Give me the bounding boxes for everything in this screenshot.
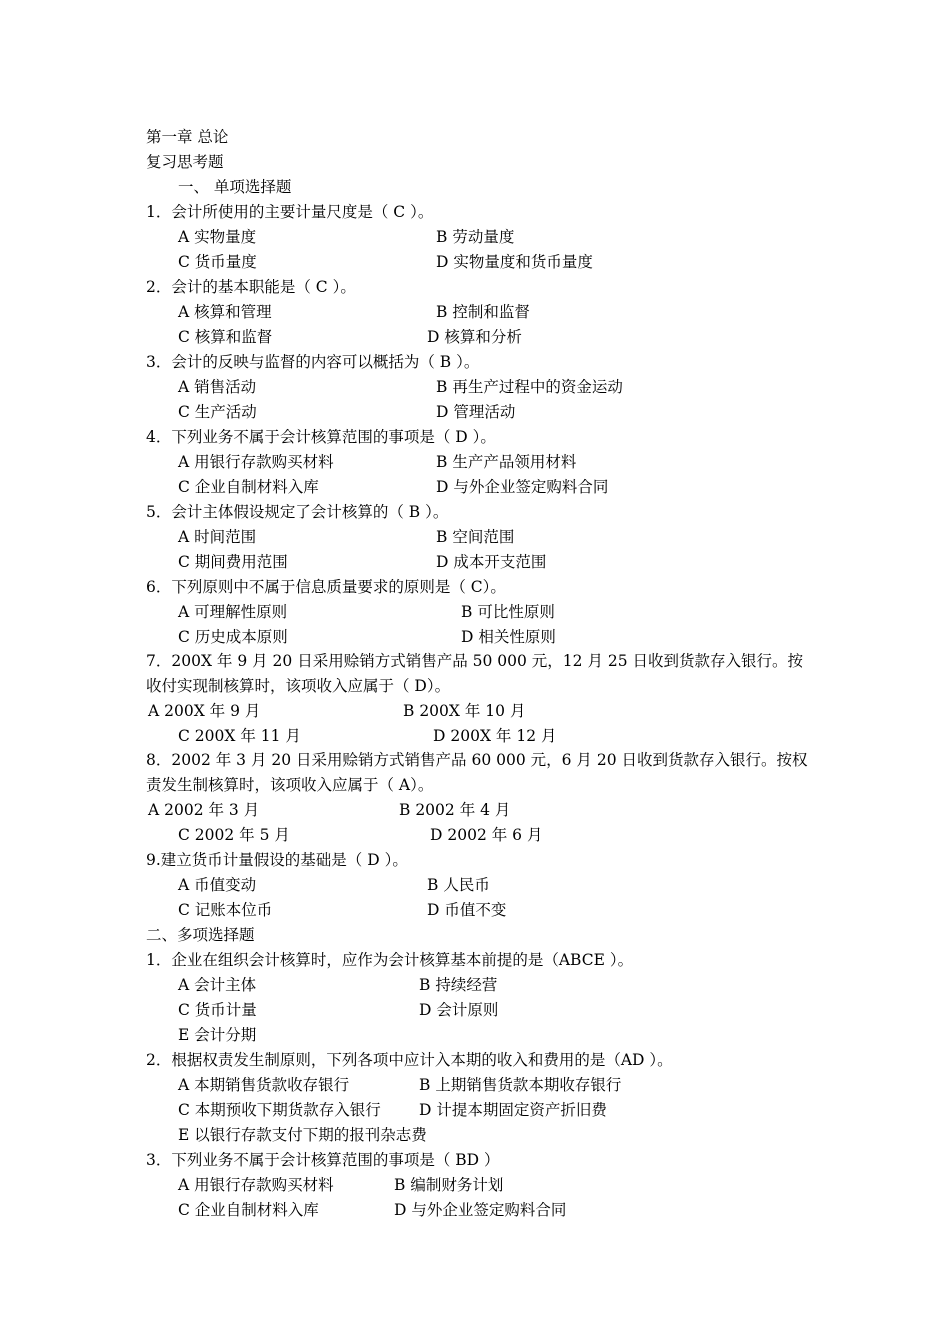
option: C 2002 年 5 月 [178,826,290,844]
option: C 本期预收下期货款存入银行 [178,1101,381,1119]
option: A 可理解性原则 [178,603,288,621]
option: D 成本开支范围 [436,553,547,571]
question-stem: 3．会计的反映与监督的内容可以概括为（ B ）。 [146,353,480,371]
option: A 核算和管理 [178,303,272,321]
option: C 期间费用范围 [178,553,288,571]
question-stem: 7．200X 年 9 月 20 日采用赊销方式销售产品 50 000 元，12 月 25 日收到货款存入银行。按收付实现制核算时，该项收入应属于（ D）。 [146,652,804,695]
option: C 历史成本原则 [178,628,288,646]
option: D 管理活动 [436,403,516,421]
question-stem: 1．企业在组织会计核算时，应作为会计核算基本前提的是（ABCE ）。 [146,951,634,969]
question-stem: 2．会计的基本职能是（ C ）。 [146,278,356,296]
option: B 劳动量度 [436,228,515,246]
option: C 货币计量 [178,1001,257,1019]
option: C 货币量度 [178,253,257,271]
section-heading: 复习思考题 [146,153,224,171]
option: C 核算和监督 [178,328,273,346]
option: D 与外企业签定购料合同 [394,1201,567,1219]
option: D 相关性原则 [461,628,556,646]
option: A 时间范围 [178,528,257,546]
option: C 企业自制材料入库 [178,478,319,496]
option: B 编制财务计划 [394,1176,504,1194]
question-stem: 3．下列业务不属于会计核算范围的事项是（ BD ） [146,1151,500,1169]
option: A 本期销售货款收存银行 [178,1076,350,1094]
question-stem: 2．根据权责发生制原则，下列各项中应计入本期的收入和费用的是（AD ）。 [146,1051,673,1069]
option: A 销售活动 [178,378,257,396]
question-stem: 8．2002 年 3 月 20 日采用赊销方式销售产品 60 000 元，6 月 20 日收到货款存入银行。按权责发生制核算时，该项收入应属于（ A）。 [146,751,808,794]
question-stem: 5．会计主体假设规定了会计核算的（ B ）。 [146,503,449,521]
option: B 控制和监督 [436,303,530,321]
chapter-title: 第一章 总论 [146,128,229,146]
option: D 计提本期固定资产折旧费 [419,1101,607,1119]
option: B 空间范围 [436,528,515,546]
option: C 记账本位币 [178,901,273,919]
option: B 持续经营 [419,976,498,994]
option: B 再生产过程中的资金运动 [436,378,623,396]
option: E 以银行存款支付下期的报刊杂志费 [178,1126,427,1144]
option: C 生产活动 [178,403,257,421]
option: A 实物量度 [178,228,257,246]
section-heading: 一、 单项选择题 [178,178,292,196]
option: A 用银行存款购买材料 [178,453,334,471]
option: A 会计主体 [178,976,257,994]
section-heading: 二、多项选择题 [146,926,255,944]
option: D 核算和分析 [427,328,522,346]
question-stem: 4．下列业务不属于会计核算范围的事项是（ D ）。 [146,428,496,446]
option: B 2002 年 4 月 [399,801,511,819]
option: A 2002 年 3 月 [148,801,260,819]
option: A 币值变动 [178,876,257,894]
option: D 与外企业签定购料合同 [436,478,609,496]
option: B 上期销售货款本期收存银行 [419,1076,622,1094]
option: B 200X 年 10 月 [403,702,526,720]
option: B 人民币 [427,876,490,894]
option: B 可比性原则 [461,603,555,621]
option: C 200X 年 11 月 [178,727,301,745]
option: D 200X 年 12 月 [433,727,557,745]
option: D 会计原则 [419,1001,499,1019]
option: C 企业自制材料入库 [178,1201,319,1219]
option: D 实物量度和货币量度 [436,253,593,271]
option: A 200X 年 9 月 [148,702,261,720]
question-stem: 6．下列原则中不属于信息质量要求的原则是（ C）。 [146,578,506,596]
question-stem: 1．会计所使用的主要计量尺度是（ C ）。 [146,203,434,221]
option: B 生产产品领用材料 [436,453,577,471]
option: D 币值不变 [427,901,507,919]
option: E 会计分期 [178,1026,257,1044]
question-stem: 9.建立货币计量假设的基础是（ D ）。 [146,851,408,869]
option: A 用银行存款购买材料 [178,1176,334,1194]
option: D 2002 年 6 月 [430,826,543,844]
